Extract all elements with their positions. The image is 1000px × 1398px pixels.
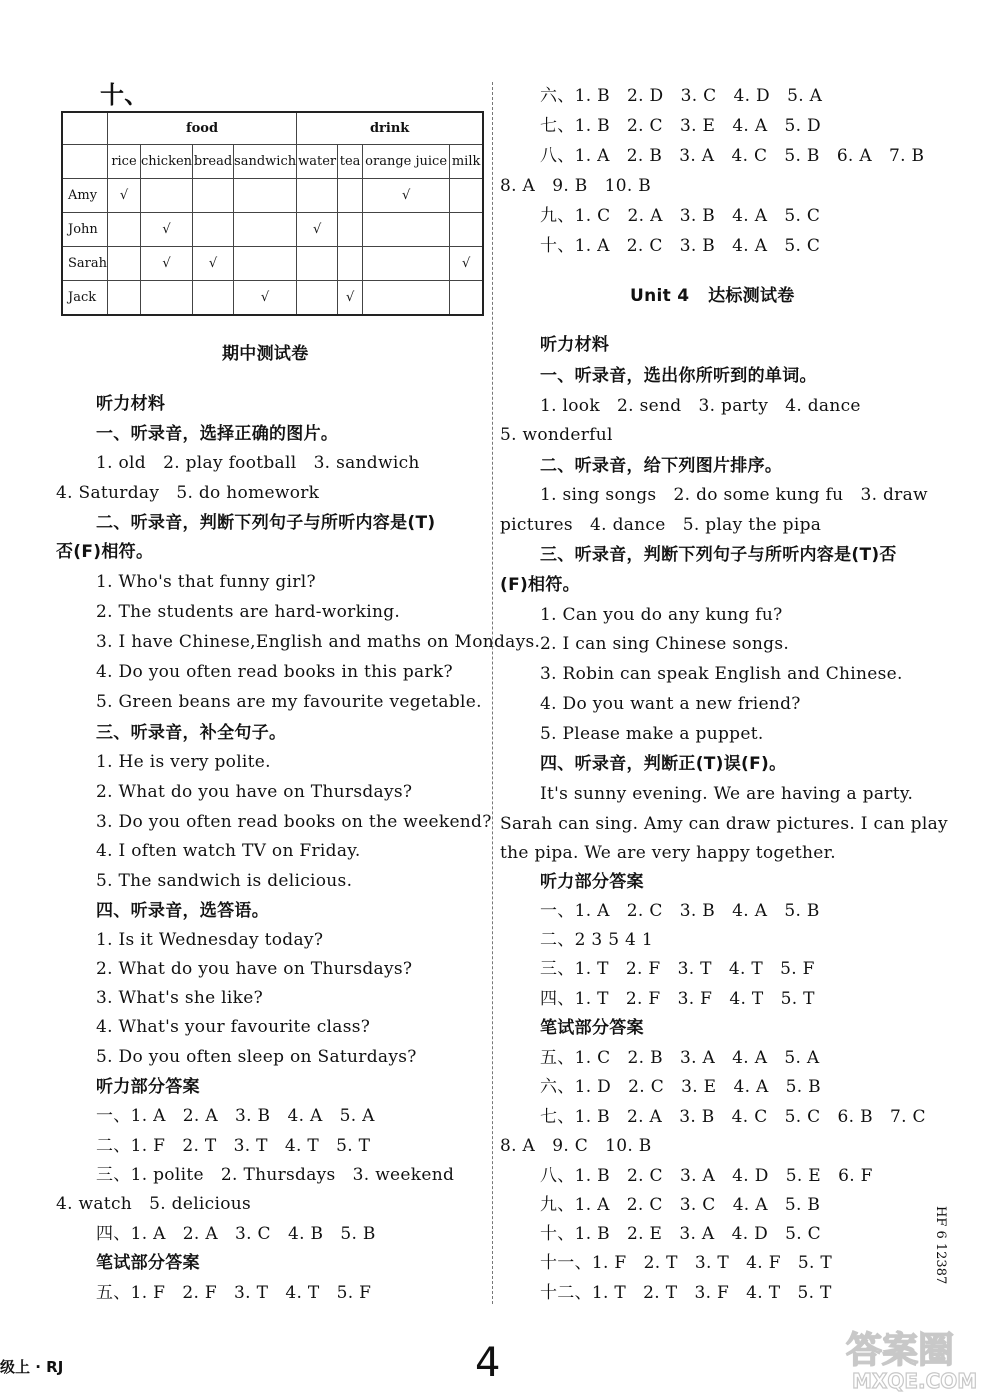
table-cell: [297, 281, 338, 316]
text-line: 七、1. B 2. A 3. B 4. C 5. C 6. B 7. C: [540, 1107, 926, 1127]
table-cell: √: [450, 247, 484, 281]
section-heading: 四、听录音，选答语。: [96, 901, 269, 921]
text-line: 2. I can sing Chinese songs.: [540, 634, 790, 654]
text-line: Sarah can sing. Amy can draw pictures. I can play: [500, 814, 948, 834]
text-line: 5. Do you often sleep on Saturdays?: [96, 1047, 417, 1067]
text-line: 三、1. T 2. F 3. T 4. T 5. F: [540, 959, 815, 979]
text-line: 六、1. B 2. D 3. C 4. D 5. A: [540, 86, 823, 106]
text-line: 三、1. polite 2. Thursdays 3. weekend: [96, 1165, 455, 1185]
table-corner-cell: [62, 112, 108, 145]
text-line: 4. Do you want a new friend?: [540, 694, 801, 714]
table-row: [62, 247, 483, 281]
table-column-header: [62, 145, 483, 179]
table-cell: √: [193, 247, 234, 281]
text-line: 十、1. B 2. E 3. A 4. D 5. C: [540, 1224, 821, 1244]
text-line: 七、1. B 2. C 3. E 4. A 5. D: [540, 116, 821, 136]
text-line: 3. What's she like?: [96, 988, 264, 1008]
text-line: pictures 4. dance 5. play the pipa: [500, 515, 822, 535]
text-line: 十二、1. T 2. T 3. F 4. T 5. T: [540, 1283, 832, 1303]
text-line: 六、1. D 2. C 3. E 4. A 5. B: [540, 1077, 821, 1097]
table-cell: [193, 213, 234, 247]
table-cell: [363, 281, 450, 316]
table-cell: [338, 247, 363, 281]
col-header: milk: [450, 145, 484, 179]
text-line: 五、1. F 2. F 3. T 4. T 5. F: [96, 1283, 372, 1303]
text-line: 4. Do you often read books in this park?: [96, 662, 453, 682]
text-line: 1. sing songs 2. do some kung fu 3. draw: [540, 485, 928, 505]
section-heading: 听力部分答案: [540, 872, 644, 892]
table-cell: √: [363, 179, 450, 213]
watermark-logo: [842, 1322, 992, 1392]
table-blank-cell: [62, 145, 108, 179]
table-cell: [297, 179, 338, 213]
text-line: 2. The students are hard-working.: [96, 602, 401, 622]
table-cell: [193, 281, 234, 316]
col-header: bread: [193, 145, 234, 179]
table-cell: [363, 213, 450, 247]
text-line: 5. Green beans are my favourite vegetable.: [96, 692, 482, 712]
text-line: 3. Do you often read books on the weekend?: [96, 812, 492, 832]
table-group-food: food: [108, 112, 297, 145]
text-line: 1. old 2. play football 3. sandwich: [96, 453, 420, 473]
text-line: 二、2 3 5 4 1: [540, 930, 653, 950]
text-line: 十、1. A 2. C 3. B 4. A 5. C: [540, 236, 821, 256]
section-title: Unit 4 达标测试卷: [630, 286, 795, 306]
page-number: 4: [475, 1340, 501, 1386]
row-name: Sarah: [62, 247, 108, 281]
table-cell: [234, 179, 297, 213]
text-line: 九、1. C 2. A 3. B 4. A 5. C: [540, 206, 821, 226]
table-cell: [450, 179, 484, 213]
text-line: 1. Is it Wednesday today?: [96, 930, 324, 950]
table-cell: [450, 281, 484, 316]
text-line: 二、1. F 2. T 3. T 4. T 5. T: [96, 1136, 371, 1156]
table-cell: √: [108, 179, 141, 213]
table-row: [62, 281, 483, 316]
text-line: 一、1. A 2. C 3. B 4. A 5. B: [540, 901, 820, 921]
table-cell: [108, 281, 141, 316]
table-cell: [234, 213, 297, 247]
text-line: 2. What do you have on Thursdays?: [96, 782, 413, 802]
text-line: 4. I often watch TV on Friday.: [96, 841, 361, 861]
text-line: 4. Saturday 5. do homework: [56, 483, 320, 503]
text-line: 1. Who's that funny girl?: [96, 572, 316, 592]
col-header: orange juice: [363, 145, 450, 179]
section-10-label: 十、: [100, 81, 149, 109]
text-line: 四、1. T 2. F 3. F 4. T 5. T: [540, 989, 815, 1009]
text-line: 2. What do you have on Thursdays?: [96, 959, 413, 979]
row-name: Amy: [62, 179, 108, 213]
section-heading: 二、听录音，判断下列句子与所听内容是(T): [96, 513, 436, 533]
section-heading: 三、听录音，补全句子。: [96, 723, 287, 743]
table-cell: [193, 179, 234, 213]
table-cell: √: [297, 213, 338, 247]
text-line: 九、1. A 2. C 3. C 4. A 5. B: [540, 1195, 821, 1215]
table-cell: √: [141, 213, 193, 247]
table-row: [62, 179, 483, 213]
text-line: 5. The sandwich is delicious.: [96, 871, 353, 891]
section-heading: 笔试部分答案: [540, 1018, 644, 1038]
section-heading: 笔试部分答案: [96, 1253, 200, 1273]
col-header: sandwich: [234, 145, 297, 179]
text-line: 1. look 2. send 3. party 4. dance: [540, 396, 861, 416]
section-heading: 一、听录音，选择正确的图片。: [96, 424, 339, 444]
text-line: 3. Robin can speak English and Chinese.: [540, 664, 903, 684]
table-group-header: [62, 112, 483, 145]
table-cell: [108, 213, 141, 247]
table-cell: √: [234, 281, 297, 316]
section-heading: 二、听录音，给下列图片排序。: [540, 456, 783, 476]
text-line: 1. He is very polite.: [96, 752, 271, 772]
section-title: 期中测试卷: [222, 344, 309, 364]
section-heading: 否(F)相符。: [56, 542, 154, 562]
table-row: [62, 213, 483, 247]
text-line: 五、1. C 2. B 3. A 4. A 5. A: [540, 1048, 820, 1068]
col-header: tea: [338, 145, 363, 179]
table-cell: [297, 247, 338, 281]
table-cell: [363, 247, 450, 281]
text-line: 5. Please make a puppet.: [540, 724, 764, 744]
table-cell: √: [338, 281, 363, 316]
col-header: chicken: [141, 145, 193, 179]
text-line: 8. A 9. B 10. B: [500, 176, 652, 196]
table-cell: [338, 213, 363, 247]
column-divider: [492, 82, 493, 1304]
table-cell: [141, 179, 193, 213]
section-heading: 听力材料: [540, 335, 610, 355]
section-heading: 三、听录音，判断下列句子与所听内容是(T)否: [540, 545, 897, 565]
text-line: 5. wonderful: [500, 425, 613, 445]
table-cell: √: [141, 247, 193, 281]
table-cell: [141, 281, 193, 316]
row-name: Jack: [62, 281, 108, 316]
table-cell: [338, 179, 363, 213]
text-line: 3. I have Chinese,English and maths on Mondays.: [96, 632, 541, 652]
section-heading: 听力部分答案: [96, 1077, 200, 1097]
table-cell: [108, 247, 141, 281]
text-line: 4. What's your favourite class?: [96, 1017, 371, 1037]
table-cell: [234, 247, 297, 281]
text-line: 十一、1. F 2. T 3. T 4. F 5. T: [540, 1253, 833, 1273]
row-name: John: [62, 213, 108, 247]
text-line: 八、1. A 2. B 3. A 4. C 5. B 6. A 7. B: [540, 146, 925, 166]
food-drink-table: [61, 111, 484, 316]
table-cell: [450, 213, 484, 247]
text-line: 八、1. B 2. C 3. A 4. D 5. E 6. F: [540, 1166, 873, 1186]
text-line: 8. A 9. C 10. B: [500, 1136, 652, 1156]
text-line: 4. watch 5. delicious: [56, 1194, 252, 1214]
section-heading: 一、听录音，选出你所听到的单词。: [540, 366, 817, 386]
col-header: water: [297, 145, 338, 179]
svg-text:答案圈: 答案圈: [846, 1330, 955, 1371]
section-heading: 四、听录音，判断正(T)误(F)。: [540, 754, 787, 774]
table-group-drink: drink: [297, 112, 484, 145]
section-heading: 听力材料: [96, 394, 166, 414]
text-line: 一、1. A 2. A 3. B 4. A 5. A: [96, 1106, 375, 1126]
text-line: It's sunny evening. We are having a party.: [540, 784, 914, 804]
side-code: HF 6 12387: [933, 1206, 948, 1285]
svg-text:MXQE.COM: MXQE.COM: [852, 1369, 978, 1392]
text-line: the pipa. We are very happy together.: [500, 843, 836, 863]
text-line: 1. Can you do any kung fu?: [540, 605, 783, 625]
footer-label: 级上 · RJ: [0, 1358, 64, 1376]
col-header: rice: [108, 145, 141, 179]
section-heading: (F)相符。: [500, 575, 580, 595]
text-line: 四、1. A 2. A 3. C 4. B 5. B: [96, 1224, 376, 1244]
